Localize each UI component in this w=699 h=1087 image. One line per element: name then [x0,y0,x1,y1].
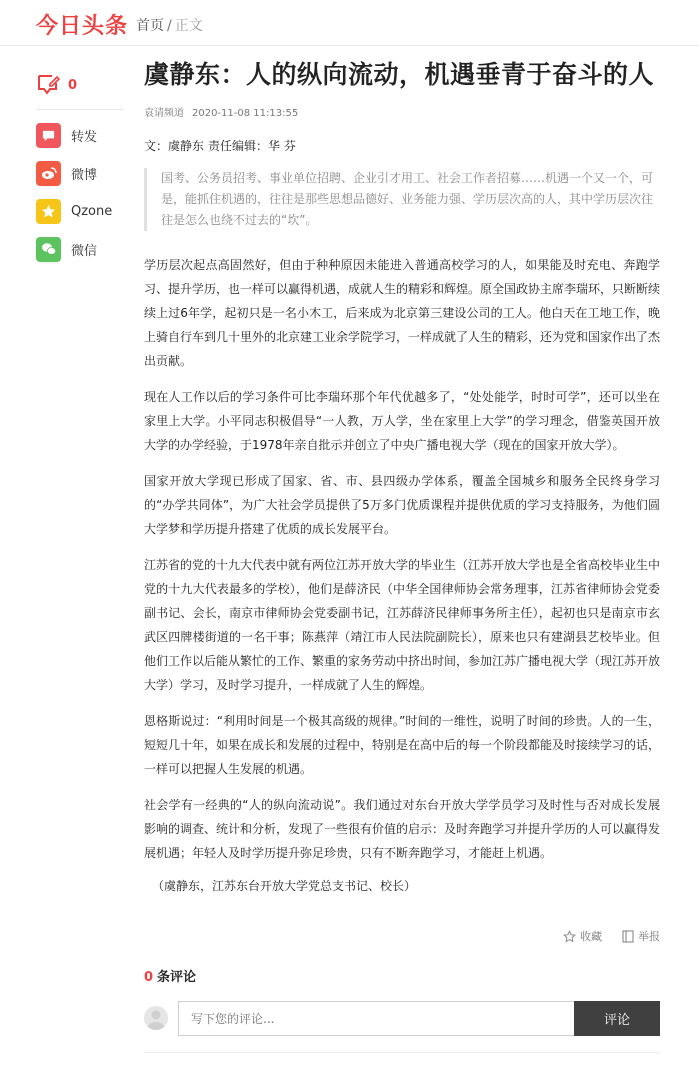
report-label: 举报 [638,930,660,943]
article [144,58,660,894]
divider [144,1052,660,1053]
comments-count: 0 [144,970,154,985]
top-bar [0,0,699,46]
share-repost[interactable] [36,122,124,148]
qzone-star-icon [36,199,61,224]
breadcrumb-home[interactable]: 首页 [136,18,164,34]
article-paragraph: 现在人工作以后的学习条件可比李瑞环那个年代优越多了，“处处能学，时时可学”，还可以坐在家里上大学。小平同志积极倡导“一人教，万人学，坐在家里上大学”的学习理念，借鉴英国开放大学的办学经验，于1978年亲自批示并创立了中央广播电视大学（现在的国家开放大学）。 [144,390,660,452]
star-icon [563,930,576,943]
share-qzone[interactable] [36,198,124,224]
comment-input[interactable] [178,1001,574,1036]
article-title: 虞静东：人的纵向流动，机遇垂青于奋斗的人 [144,60,655,89]
report-icon [622,930,634,943]
comment-count-link[interactable] [36,70,124,110]
comment-edit-icon [36,73,60,99]
avatar [144,1006,168,1030]
article-summary: 国考、公务员招考、事业单位招聘、企业引才用工、社会工作者招募……机遇一个又一个，可是，能抓住机遇的，往往是那些思想品德好、业务能力强、学历层次高的人，其中学历层次往往是怎么也绕不过去的“坎”。 [144,168,660,231]
article-paragraph: 江苏省的党的十九大代表中就有两位江苏开放大学的毕业生（江苏开放大学也是全省高校毕业生中党的十九大代表最多的学校），他们是薛济民（中华全国律师协会常务理事，江苏省律师协会党委副书记、会长，南京市律师协会党委副书记，江苏薛济民律师事务所主任），起初也只是南京市玄武区四牌楼街道的一名干事；陈燕萍（靖江市人民法院副院长），原来也只有建湖县艺校毕业。但他们工作以后能从繁忙的工作、繁重的家务劳动中挤出时间，参加江苏广播电视大学（现江苏开放大学）学习，及时学习提升，一样成就了人生的辉煌。 [144,558,661,692]
share-label: 转发 [71,129,98,145]
comment-composer [144,1001,660,1036]
share-label: Qzone [71,203,113,219]
article-body [144,253,660,894]
share-label: 微信 [71,243,98,259]
article-signature: （虞静东，江苏东台开放大学党总支书记、校长） [152,879,417,893]
article-paragraph: 恩格斯说过：“利用时间是一个极其高级的规律。”时间的一维性，说明了时间的珍贵。人的一生，短短几十年，如果在成长和发展的过程中，特别是在高中后的每一个阶段都能及时接续学习的话，一样可以把握人生发展的机遇。 [144,714,661,776]
article-source[interactable]: 袁请频道 [144,108,184,119]
author-name: 文：虞静东 [144,139,205,153]
breadcrumb-separator: / [167,18,172,34]
article-author [144,137,660,154]
favorite-button[interactable] [563,928,602,944]
share-wechat[interactable] [36,236,124,262]
breadcrumb [136,15,203,35]
article-paragraph: 国家开放大学现已形成了国家、省、市、县四级办学体系，覆盖全国城乡和服务全民终身学习的“办学共同体”，为广大社会学员提供了5万多门优质课程并提供优质的学习支持服务，为他们圆大学梦和学历提升搭建了优质的成长发展平台。 [144,474,660,536]
wechat-icon [36,237,61,262]
breadcrumb-current: 正文 [174,18,203,34]
comments-label: 条评论 [157,970,197,985]
share-label: 微博 [71,167,98,183]
share-weibo[interactable] [36,160,124,186]
share-sidebar [36,70,124,262]
comment-submit-button[interactable]: 评论 [574,1001,660,1036]
report-button[interactable] [622,928,660,944]
comment-count: 0 [68,78,78,93]
article-paragraph: 学历层次起点高固然好，但由于种种原因未能进入普通高校学习的人，如果能及时充电、奔跑学习、提升学历，也一样可以赢得机遇，成就人生的精彩和辉煌。原全国政协主席李瑞环，只断断续续上过6年学，起初只是一名小木工，后来成为北京第三建设公司的工人。他白天在工地工作，晚上骑自行车到几十里外的北京建工业余学院学习，一样成就了人生的精彩，还为党和国家作出了杰出贡献。 [144,258,661,368]
article-time: 2020-11-08 11:13:55 [192,108,299,119]
article-meta [144,104,660,119]
editor-name: 责任编辑：华 芬 [208,139,296,153]
article-paragraph: 社会学有一经典的“人的纵向流动说”。我们通过对东台开放大学学员学习及时性与否对成长发展影响的调查、统计和分析，发现了一些很有价值的启示：及时奔跑学习并提升学历的人可以赢得发展机遇；年轻人及时学历提升弥足珍贵，只有不断奔跑学习，才能赶上机遇。 [144,798,661,860]
favorite-label: 收藏 [580,930,602,943]
repost-icon [36,123,61,148]
article-actions [144,926,660,946]
weibo-icon [36,161,61,186]
site-logo[interactable]: 今日头条 [36,14,129,39]
comments-header [144,966,196,985]
